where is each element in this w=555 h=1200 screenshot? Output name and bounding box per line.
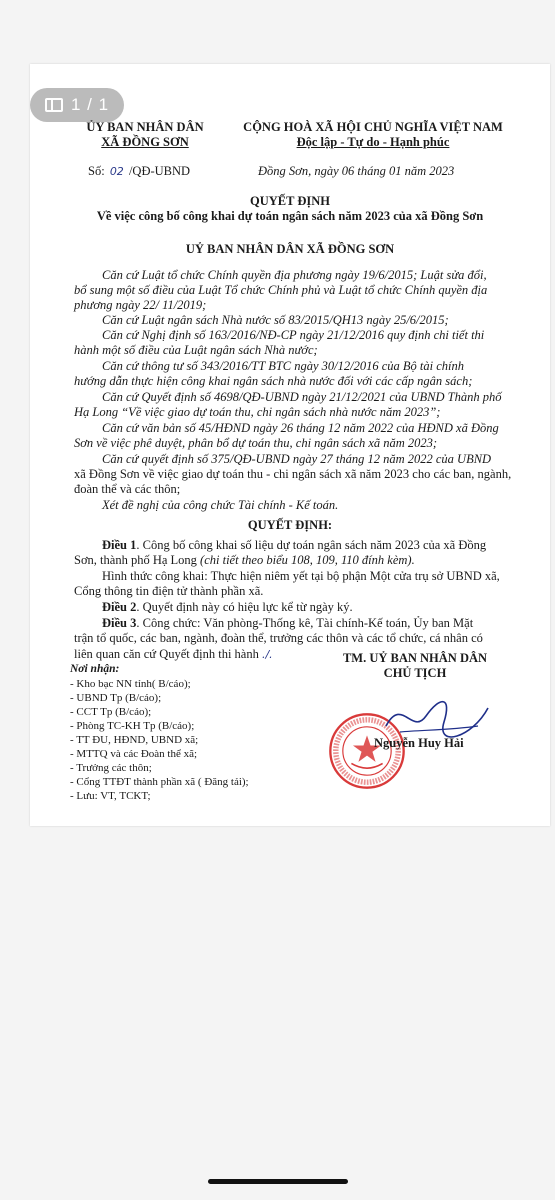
date-line: Đồng Sơn, ngày 06 tháng 01 năm 2023 <box>258 164 455 178</box>
home-indicator[interactable] <box>208 1179 348 1184</box>
preamble-line: Căn cứ Luật tổ chức Chính quyền địa phương ngày 19/6/2015; Luật sửa đổi, <box>102 268 487 282</box>
preamble-line: hướng dẫn thực hiện công khai ngân sách nhà nước đối với các cấp ngân sách; <box>74 374 473 388</box>
preamble-line: bổ sung một số điều của Luật Tổ chức Chính phủ và Luật tổ chức Chính quyền địa <box>74 283 488 297</box>
decision-heading: QUYẾT ĐỊNH: <box>247 518 333 532</box>
page-counter: 1 / 1 <box>70 95 110 114</box>
article-1: Điều 1. Công bố công khai số liệu dự toán ngân sách năm 2023 của xã Đồng <box>102 538 487 552</box>
recipient-item: - Phòng TC-KH Tp (B/cáo); <box>70 720 195 732</box>
article-3-continued: trận tổ quốc, các ban, ngành, đoàn thể, trưởng các thôn và các tổ chức, cá nhân có <box>74 631 483 645</box>
document-page <box>30 64 550 826</box>
article-3: Điều 3. Công chức: Văn phòng-Thống kê, Tài chính-Kế toán, Ủy ban Mặt <box>102 616 474 630</box>
recipient-item: - UBND Tp (B/cáo); <box>70 692 162 704</box>
handwritten-number: 02 <box>109 165 124 178</box>
document-subtitle: Về việc công bố công khai dự toán ngân sách năm 2023 của xã Đồng Sơn <box>96 209 484 223</box>
preamble-line: Xét đề nghị của công chức Tài chính - Kế toán. <box>102 498 339 512</box>
document-number: Số: 02 /QĐ-UBND <box>88 164 191 178</box>
signature-org: TM. UỶ BAN NHÂN DÂN <box>342 651 488 665</box>
issuing-authority: UỶ BAN NHÂN DÂN XÃ ĐỒNG SƠN <box>185 242 395 256</box>
recipients-heading: Nơi nhận: <box>70 663 120 675</box>
preamble-line: đoàn thể và các thôn; <box>74 482 181 496</box>
signer-name: Nguyễn Huy Hải <box>374 736 464 750</box>
preamble-line: Căn cứ thông tư số 343/2016/TT BTC ngày 30/12/2016 của Bộ tài chính <box>102 359 465 373</box>
commune-name: XÃ ĐỒNG SƠN <box>101 135 189 149</box>
handwritten-mark: ./. <box>261 648 273 661</box>
recipient-item: - TT ĐU, HĐND, UBND xã; <box>70 734 199 746</box>
preamble-line: Căn cứ quyết định số 375/QĐ-UBND ngày 27 tháng 12 năm 2022 của UBND <box>102 452 492 466</box>
recipient-item: - Lưu: VT, TCKT; <box>70 790 151 802</box>
page-thumbnail-icon <box>45 98 63 112</box>
preamble-line: hành một số điều của Luật ngân sách Nhà nước; <box>74 343 318 357</box>
viewer-bottom-area <box>0 1112 555 1200</box>
preamble-line: Căn cứ Quyết định số 4698/QĐ-UBND ngày 21/12/2021 của UBND Thành phố <box>102 390 502 404</box>
article-2: Điều 2. Quyết định này có hiệu lực kể từ ngày ký. <box>102 600 353 614</box>
article-3-continued: liên quan căn cứ Quyết định thi hành ./. <box>74 647 273 661</box>
preamble-line: Căn cứ Luật ngân sách Nhà nước số 83/2015/QH13 ngày 25/6/2015; <box>102 313 449 327</box>
preamble-line: Căn cứ Nghị định số 163/2016/NĐ-CP ngày 21/12/2016 quy định chi tiết thi <box>102 328 485 342</box>
recipient-item: - Trưởng các thôn; <box>70 762 152 774</box>
preamble-line: Sơn về việc phê duyệt, phân bổ dự toán thu, chi ngân sách xã năm 2023; <box>74 436 438 450</box>
disclosure-line: Hình thức công khai: Thực hiện niêm yết tại bộ phận Một cửa trụ sở UBND xã, <box>102 569 500 583</box>
preamble-line: xã Đồng Sơn về việc giao dự toán thu - chi ngân sách xã năm 2023 cho các ban, ngành, <box>74 467 512 481</box>
org-name: ỦY BAN NHÂN DÂN <box>86 120 204 134</box>
signature-title: CHỦ TỊCH <box>383 666 447 680</box>
country-heading: CỘNG HOÀ XÃ HỘI CHỦ NGHĨA VIỆT NAM <box>243 120 503 134</box>
page-indicator[interactable] <box>30 88 124 122</box>
preamble-line: Hạ Long “Về việc giao dự toán thu, chi ngân sách nhà nước năm 2023”; <box>74 405 441 419</box>
document-title: QUYẾT ĐỊNH <box>250 194 330 208</box>
disclosure-line: Cổng thông tin điện tử thành phần xã. <box>74 584 264 598</box>
recipient-item: - MTTQ và các Đoàn thể xã; <box>70 748 198 760</box>
preamble-line: Căn cứ văn bản số 45/HĐND ngày 26 tháng 12 năm 2022 của HĐND xã Đồng <box>102 421 499 435</box>
recipient-item: - Cổng TTĐT thành phần xã ( Đăng tải); <box>70 776 249 788</box>
recipient-item: - CCT Tp (B/cáo); <box>70 706 152 718</box>
preamble-line: phương ngày 22/ 11/2019; <box>74 298 207 312</box>
article-1-continued: Sơn, thành phố Hạ Long (chi tiết theo biểu 108, 109, 110 đính kèm). <box>74 553 415 567</box>
recipient-item: - Kho bạc NN tỉnh( B/cáo); <box>70 678 191 690</box>
motto: Độc lập - Tự do - Hạnh phúc <box>296 135 450 149</box>
